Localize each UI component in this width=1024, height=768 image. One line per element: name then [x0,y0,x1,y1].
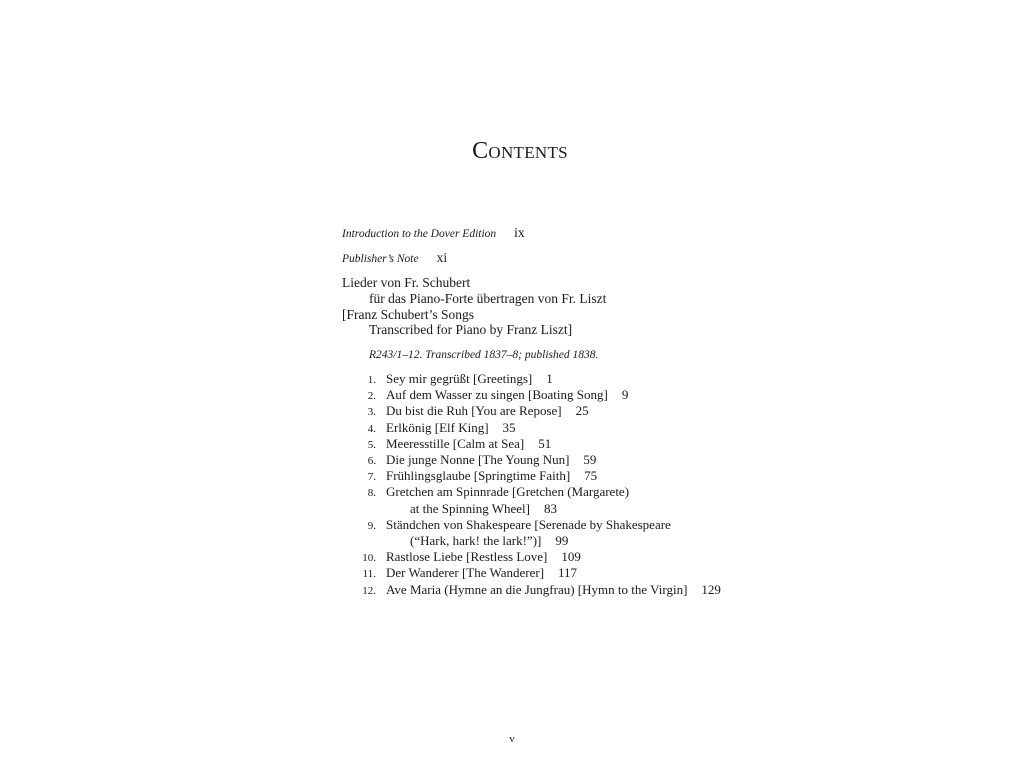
song-number: 8. [367,487,376,500]
song-page: 109 [561,549,581,565]
lieder-heading-line2: für das Piano-Forte übertragen von Fr. Liszt [369,291,607,306]
song-entry [352,387,628,404]
song-number: 6. [367,455,376,467]
song-entry [352,403,589,420]
song-title: Auf dem Wasser zu singen [Boating Song] [386,387,608,403]
song-number: 2. [367,390,376,403]
song-entry [352,436,551,453]
page-title: Contents [472,138,568,164]
song-entry [352,549,581,566]
song-number: 9. [367,519,376,532]
song-number: 11. [362,568,376,581]
song-title: Meeresstille [Calm at Sea] [386,435,525,451]
song-number: 3. [367,406,376,419]
toc-intro-page: ix [514,225,525,240]
toc-intro-entry [342,225,525,242]
song-entry [352,468,597,485]
song-page: 83 [543,500,557,516]
song-number: 7. [367,471,376,484]
lieder-heading-line1: Lieder von Fr. Schubert [342,275,471,290]
song-page: 99 [555,533,569,548]
toc-publisher-note-label: Publisher’s Note [342,253,419,265]
song-title: Ständchen von Shakespeare [Serenade by Shakespeare [386,516,671,532]
song-entry [352,517,671,534]
song-page: 129 [701,581,721,597]
song-entry [352,371,553,388]
song-number: 12. [362,584,376,597]
song-number: 1. [367,374,376,386]
song-entry-continuation [410,533,568,549]
song-title: Ave Maria (Hymne an die Jungfrau) [Hymn to the Virgin] [386,581,688,597]
song-number: 10. [362,552,376,565]
song-title-continuation: at the Spinning Wheel] [410,500,530,516]
song-title: Gretchen am Spinnrade [Gretchen (Margarete) [386,484,630,500]
song-page: 59 [583,452,597,467]
song-title: Sey mir gegrüßt [Greetings] [386,371,533,386]
song-entry [352,420,516,437]
song-page: 35 [502,419,516,435]
song-page: 9 [621,387,629,403]
song-page: 51 [538,435,552,451]
song-page: 117 [558,565,578,581]
song-title: Du bist die Ruh [You are Repose] [386,403,562,419]
catalog-note: R243/1–12. Transcribed 1837–8; published 1838. [369,349,599,361]
song-page: 25 [575,403,589,419]
song-title: Frühlingsglaube [Springtime Faith] [386,468,571,484]
song-page: 75 [584,468,598,484]
page-number: v [509,733,515,745]
song-entry-continuation [410,501,557,517]
song-title: Die junge Nonne [The Young Nun] [386,452,570,467]
toc-intro-label: Introduction to the Dover Edition [342,228,497,240]
toc-publisher-note-entry [342,250,447,267]
song-number: 5. [367,438,376,451]
song-number: 4. [367,422,376,435]
song-entry [352,452,596,469]
song-title: Der Wanderer [The Wanderer] [386,565,545,581]
song-title: Erlkönig [Elf King] [386,419,489,435]
song-page: 1 [546,371,553,386]
song-title-continuation: (“Hark, hark! the lark!”)] [410,533,542,548]
lieder-heading-line4: Transcribed for Piano by Franz Liszt] [369,322,573,337]
song-entry [352,582,721,599]
song-title: Rastlose Liebe [Restless Love] [386,549,548,565]
song-entry [352,484,629,501]
song-entry [352,565,577,582]
lieder-heading-line3: [Franz Schubert’s Songs [342,307,474,322]
toc-publisher-note-page: xi [436,250,448,265]
